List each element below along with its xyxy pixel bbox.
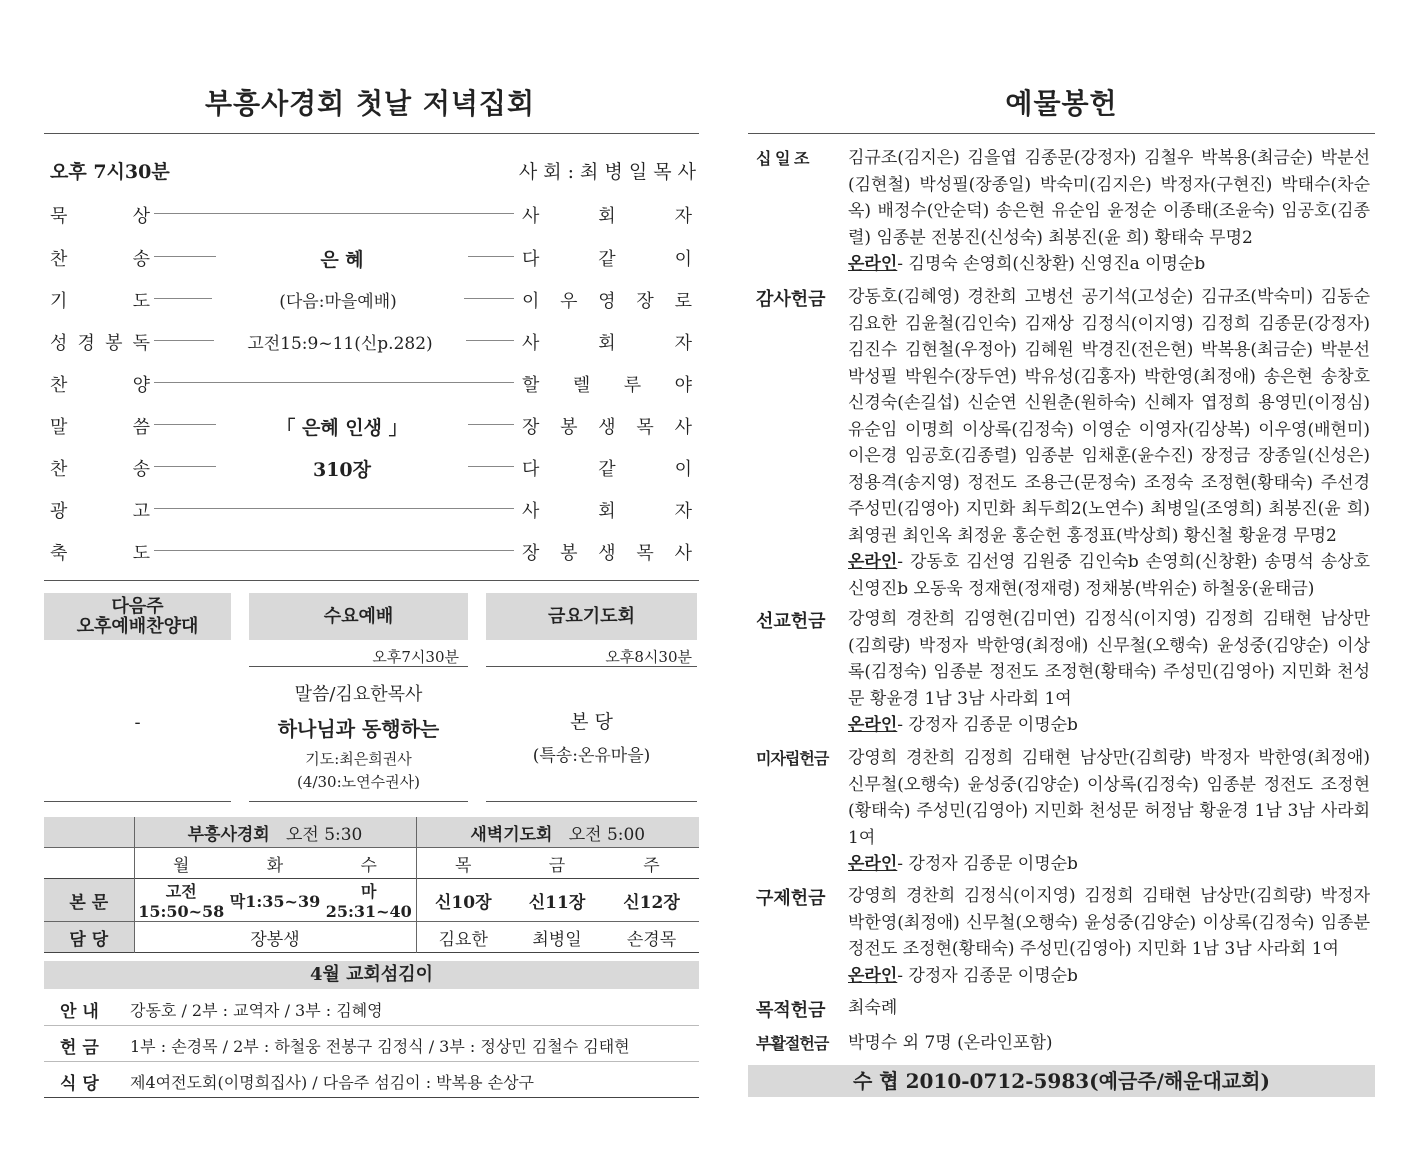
offering-names	[848, 284, 1370, 602]
service-time: 오후 7시30분	[50, 161, 170, 183]
bank-account: 수 협 2010-0712-5983(예금주/해운대교회)	[748, 1065, 1375, 1097]
program-leader: 다 같 이	[522, 249, 692, 270]
program-leader: 사 회 자	[522, 206, 692, 227]
program-detail: 은 혜	[216, 245, 468, 272]
text-label: 본 문	[44, 879, 134, 922]
fri-box-title: 금요기도회	[486, 593, 697, 640]
offering-names	[848, 606, 1370, 739]
offering-members: 강영희 경찬희 김영현(김미연) 김정식(이지영) 김정희 김태현 남상만(김희량) 박정자 박한영(최정애) 신무철(오행숙) 윤성중(김양순) 이상록(김정숙) 임종분 정전도 조정현(황태숙) 주성민(김영아) 지민화 천성문 황윤경 1남 3남 사라회 1여	[848, 609, 1370, 709]
leader-line	[154, 213, 514, 214]
program-label: 찬 양	[50, 375, 150, 396]
offering-label: 부활절헌금	[756, 1034, 829, 1053]
program-label: 말 씀	[50, 417, 150, 438]
day-cell: 목	[455, 855, 472, 876]
leader-cell: 김요한	[438, 929, 488, 950]
wed-speaker: 말씀/김요한목사	[294, 684, 423, 705]
choir-title-line1: 다음주	[111, 595, 164, 617]
offering-members: 박명수 외 7명 (온라인포함)	[848, 1033, 1053, 1053]
program-row	[44, 497, 696, 527]
divider	[748, 133, 1375, 134]
offering-online: 온라인- 강정자 김종문 이명순b	[848, 854, 1078, 874]
offering-online: 온라인- 강동호 김선영 김원중 김인숙b 손영희(신창환) 송명석 송상호 신영진b 오동욱 정재현(정재령) 정채봉(박위순) 하철웅(윤태금)	[848, 552, 1370, 599]
program-leader: 이 우 영 장 로	[522, 291, 692, 312]
online-label: 온라인	[848, 715, 898, 735]
service-text: 강동호 / 2부 : 교역자 / 3부 : 김혜영	[130, 1001, 383, 1020]
divider	[44, 133, 699, 134]
wed-sermon: 하나님과 동행하는	[277, 717, 440, 741]
offering-members: 강동호(김혜영) 경찬희 고병선 공기석(고성순) 김규조(박숙미) 김동순 김요한 김윤철(김인숙) 김재상 김정식(이지영) 김정희 김종문(강정자) 김진수 김현철(우정아) 김혜원 박경진(전은현) 박복용(최금순) 박분선 박성필 박원수(장두연) 박유성(김홍자) 박한영(최정애) 송은현 송창호 신경숙(손길섭) 신순연 신원춘(원하숙) 신혜자 엽정희 용영민(이정심) 유순임 이명희 이상록(김정숙) 이영순 이영자(김상복) 이우영(배현미) 이은경 임공호(김종렬) 임종분 임채훈(윤수진) 장정금 장종일(신성은) 정용격(송지영) 정전도 조용근(문정숙) 조정숙 조정현(황태숙) 주선경 주성민(김영아) 지민화 최두희2(노연수) 최병일(조영희) 최봉진(윤 희) 최영권 최인옥 최정윤 홍순헌 홍정표(박상희) 황신철 황윤경 무명2	[848, 287, 1370, 546]
program-row	[44, 287, 696, 317]
program-row	[44, 329, 696, 359]
program-leader: 사 회 자	[522, 333, 692, 354]
text-cell: 신12장	[623, 892, 680, 913]
offering-online: 온라인- 강정자 김종문 이명순b	[848, 965, 1078, 986]
choir-content: -	[134, 712, 141, 733]
program-leader: 다 같 이	[522, 459, 692, 480]
dawn-title: 새벽기도회	[470, 824, 553, 845]
leader-label: 담 당	[44, 922, 134, 953]
online-label: 온라인	[848, 552, 898, 572]
program-row	[44, 413, 696, 443]
program-detail: 310장	[216, 455, 468, 482]
program-row	[44, 455, 696, 485]
leader-cell: 손경목	[626, 929, 677, 950]
program-detail: (다음:마을예배)	[212, 287, 464, 312]
offering-names	[848, 145, 1370, 278]
leader-line	[154, 550, 514, 551]
offering-members: 최숙례	[848, 998, 898, 1018]
service-text: 1부 : 손경목 / 2부 : 하철웅 전봉구 김정식 / 3부 : 정상민 김철수 김태현	[130, 1037, 630, 1056]
presider: 사 회 : 최 병 일 목 사	[518, 161, 696, 183]
program-label: 축 도	[50, 543, 150, 564]
wed-prayer-next: (4/30:노연수권사)	[297, 773, 420, 791]
leader-cell: 최병일	[532, 929, 582, 950]
offering-label: 구제헌금	[756, 888, 826, 909]
day-cell: 수	[322, 848, 416, 879]
service-label: 안 내	[60, 1002, 99, 1022]
text-cell: 막1:35~39	[229, 891, 321, 911]
revival-title: 부흥사경회	[187, 824, 270, 845]
divider	[44, 801, 231, 802]
program-label: 찬 송	[50, 249, 150, 270]
dawn-time: 오전 5:00	[568, 824, 646, 845]
program-leader: 할 렐 루 야	[522, 375, 692, 396]
program-label: 묵 상	[50, 206, 150, 227]
service-label: 헌 금	[60, 1038, 99, 1058]
offering-members: 강영희 경찬희 김정희 김태현 남상만(김희량) 박정자 박한영(최정애) 신무철(오행숙) 윤성중(김양순) 이상록(김정숙) 임종분 정전도 조정현(황태숙) 주성민(김영아) 지민화 천성문 허정남 황윤경 1남 3남 사라회 1여	[848, 748, 1370, 848]
fri-special: (특송:온유마을)	[532, 746, 651, 766]
program-label: 성 경 봉 독	[50, 333, 150, 354]
divider	[44, 580, 699, 581]
offering-online: 온라인- 김명숙 손영희(신창환) 신영진a 이명순b	[848, 254, 1206, 274]
offering-members: 김규조(김지은) 김을엽 김종문(강정자) 김철우 박복용(최금순) 박분선(김현철) 박성필(장종일) 박숙미(김지은) 박정자(구현진) 박태수(차순옥) 배정수(안순덕) 송은현 유순임 윤정순 이종태(조윤숙) 임공호(김종렬) 임종분 전봉진(신성숙) 최봉진(윤 희) 황태숙 무명2	[848, 148, 1370, 248]
schedule-table	[44, 817, 699, 953]
day-cell: 주	[643, 855, 660, 876]
page-title: 부흥사경회 첫날 저녁집회	[204, 87, 536, 120]
program-row	[44, 245, 696, 275]
offering-names	[848, 883, 1370, 989]
day-cell: 월	[173, 855, 190, 876]
wed-prayer: 기도:최은희권사	[305, 750, 412, 768]
program-label: 찬 송	[50, 459, 150, 480]
offering-names	[848, 995, 1370, 1022]
day-cell: 금	[548, 855, 566, 876]
service-row	[44, 991, 699, 1026]
choir-box-title	[44, 593, 231, 640]
leader-line	[154, 508, 514, 509]
online-label: 온라인	[848, 254, 898, 274]
text-cell: 고전15:50~58	[138, 882, 225, 921]
service-label: 식 당	[60, 1074, 99, 1094]
wed-time: 오후7시30분	[372, 648, 459, 666]
offering-online: 온라인- 강정자 김종문 이명순b	[848, 715, 1078, 735]
day-cell: 화	[266, 855, 284, 876]
text-cell: 신10장	[434, 892, 492, 913]
offering-names	[848, 1030, 1370, 1057]
revival-time: 오전 5:30	[285, 824, 363, 845]
offering-label: 선교헌금	[756, 611, 826, 632]
program-leader: 사 회 자	[522, 501, 692, 522]
offering-names	[848, 745, 1370, 878]
offering-label: 십 일 조	[756, 149, 809, 168]
program-row	[44, 202, 696, 232]
divider	[249, 801, 468, 802]
program-leader: 장 봉 생 목 사	[522, 417, 692, 438]
program-detail: 고전15:9~11(신p.282)	[214, 329, 466, 354]
offering-label: 감사헌금	[756, 289, 826, 310]
text-cell: 마25:31~40	[322, 879, 416, 922]
online-label: 온라인	[848, 965, 898, 986]
fri-place: 본 당	[570, 711, 613, 733]
offering-members: 강영희 경찬희 김정식(이지영) 김정희 김태현 남상만(김희량) 박정자 박한영(최정애) 신무철(오행숙) 윤성중(김양순) 이상록(김정숙) 임종분 정전도 조정현(황태숙) 주성민(김영아) 지민화 1남 3남 사라회 1여	[848, 886, 1370, 959]
offering-label: 목적헌금	[756, 1000, 826, 1021]
choir-title-line2: 오후예배찬양대	[76, 615, 199, 637]
service-title: 4월 교회섬김이	[44, 961, 699, 989]
divider	[486, 801, 697, 802]
program-row	[44, 539, 696, 569]
program-label: 광 고	[50, 501, 150, 522]
offering-label: 미자립헌금	[756, 749, 829, 768]
program-row	[44, 371, 696, 401]
service-row	[44, 1063, 699, 1098]
fri-time: 오후8시30분	[605, 648, 692, 666]
program-leader: 장 봉 생 목 사	[522, 543, 692, 564]
leader-line	[154, 382, 514, 383]
program-detail: 「 은혜 인생 」	[216, 413, 468, 440]
service-row	[44, 1027, 699, 1062]
text-cell: 신11장	[528, 892, 586, 913]
offering-title: 예물봉헌	[1005, 87, 1118, 120]
program-label: 기 도	[50, 291, 150, 312]
service-text: 제4여전도회(이명희집사) / 다음주 섬김이 : 박복용 손상구	[130, 1073, 534, 1092]
leader-cell: 장봉생	[134, 922, 416, 953]
wed-box-title: 수요예배	[249, 593, 468, 640]
online-label: 온라인	[848, 854, 898, 874]
